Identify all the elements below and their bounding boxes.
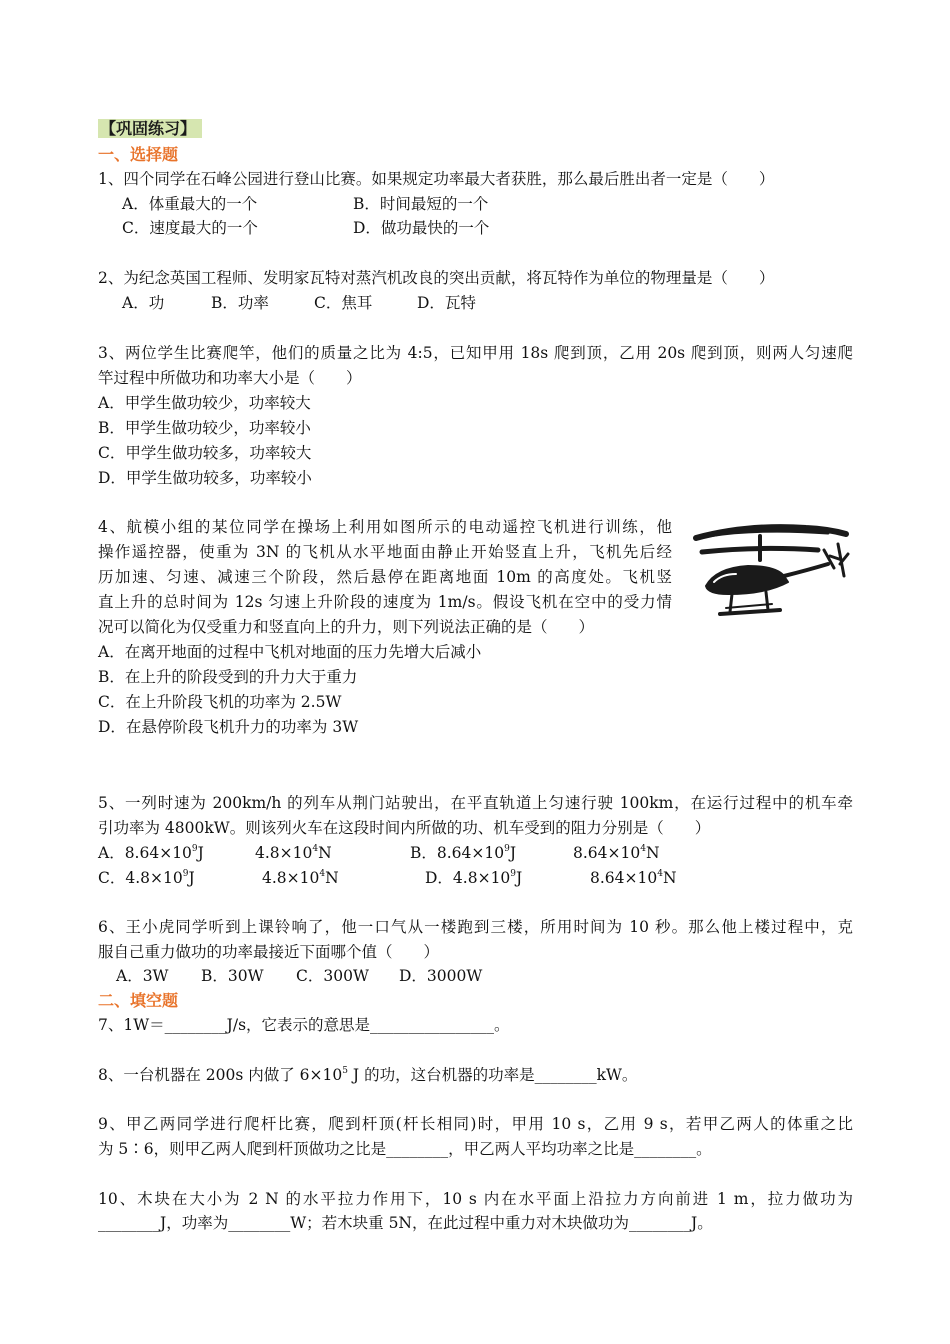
q4-option-c: C．在上升阶段飞机的功率为 2.5W <box>98 693 342 711</box>
q5-option-c-force-base: 4.8×10 <box>262 869 320 887</box>
q5-option-d-work-base: D．4.8×10 <box>425 869 511 887</box>
q5-option-d-work-unit: J <box>516 869 523 887</box>
q5-option-a-force-base: 4.8×10 <box>255 844 313 862</box>
q10-stem-line1: 10、木块在大小为 2 N 的水平拉力作用下，10 s 内在水平面上沿拉力方向前进 1 m，拉力做功为 <box>98 1190 853 1208</box>
q5-option-a-force-exp: 4 <box>312 844 319 854</box>
q5-option-a-force <box>255 843 332 863</box>
q5-option-a-work <box>98 843 204 863</box>
q5-option-c-work-unit: J <box>188 869 195 887</box>
q4-stem-line1: 4、航模小组的某位同学在操场上利用如图所示的电动遥控飞机进行训练，他 <box>98 518 672 536</box>
q6-option-a: A．3W <box>116 967 169 985</box>
q5-option-b-work <box>410 843 516 863</box>
q5-option-d-work <box>425 868 522 888</box>
q5-option-b-work-base: B．8.64×10 <box>410 844 505 862</box>
q5-stem-line2: 引功率为 4800kW。则该列火车在这段时间内所做的功、机车受到的阻力分别是（ ） <box>98 819 711 837</box>
q5-option-a-work-base: A．8.64×10 <box>98 844 192 862</box>
q5-option-c-work-base: C．4.8×10 <box>98 869 183 887</box>
q8-part1: 8、一台机器在 200s 内做了 6×10 <box>98 1066 343 1084</box>
section-fill-in-blank: 二、填空题 <box>98 991 179 1010</box>
q1-option-c: C．速度最大的一个 <box>122 219 258 237</box>
q2-option-b: B．功率 <box>211 294 269 312</box>
section-multiple-choice: 一、选择题 <box>98 145 179 164</box>
q5-option-c-work <box>98 868 195 888</box>
q2-option-d: D．瓦特 <box>417 294 476 312</box>
q1-option-d: D．做功最快的一个 <box>353 219 490 237</box>
q5-option-a-work-unit: J <box>197 844 204 862</box>
q5-option-c-force-unit: N <box>325 869 339 887</box>
q6-option-b: B．30W <box>201 967 264 985</box>
q5-option-a-work-exp: 9 <box>191 844 198 854</box>
q2-option-a: A．功 <box>122 294 165 312</box>
q5-option-d-force-base: 8.64×10 <box>590 869 658 887</box>
q3-stem-line2: 竿过程中所做功和功率大小是（ ） <box>98 369 362 387</box>
q5-option-d-force <box>590 868 677 888</box>
q5-option-c-force <box>262 868 339 888</box>
q9-stem-line2: 为 5∶6，则甲乙两人爬到杆顶做功之比是________，甲乙两人平均功率之比是________。 <box>98 1140 712 1158</box>
q4-stem-line2: 操作遥控器，使重为 3N 的飞机从水平地面由静止开始竖直上升，飞机先后经 <box>98 543 672 561</box>
q5-stem-line1: 5、一列时速为 200km/h 的列车从荆门站驶出，在平直轨道上匀速行驶 100km，在运行过程中的机车牵 <box>98 794 853 812</box>
q10-stem-line2: ________J，功率为________W；若木块重 5N，在此过程中重力对木块做功为________J。 <box>98 1214 713 1232</box>
q5-option-d-work-exp: 9 <box>510 869 517 879</box>
q2-stem: 2、为纪念英国工程师、发明家瓦特对蒸汽机改良的突出贡献，将瓦特作为单位的物理量是（ ） <box>98 269 775 287</box>
q4-option-b: B．在上升的阶段受到的升力大于重力 <box>98 668 358 686</box>
q5-option-b-force <box>573 843 660 863</box>
q4-stem-line3: 历加速、匀速、减速三个阶段，然后悬停在距离地面 10m 的高度处。飞机竖 <box>98 568 672 586</box>
helicopter-figure <box>688 516 858 644</box>
q5-option-b-force-unit: N <box>645 844 660 862</box>
practice-header <box>98 118 202 140</box>
q8-part2: J 的功，这台机器的功率是________kW。 <box>348 1066 638 1084</box>
q5-option-b-work-exp: 9 <box>504 844 510 854</box>
q5-option-b-work-unit: J <box>509 844 517 862</box>
q4-stem-line4: 直上升的总时间为 12s 匀速上升阶段的速度为 1m/s。假设飞机在空中的受力情 <box>98 593 672 611</box>
q9-stem-line1: 9、甲乙两同学进行爬杆比赛，爬到杆顶(杆长相同)时，甲用 10 s，乙用 9 s，若甲乙两人的体重之比 <box>98 1115 853 1133</box>
q5-option-d-force-exp: 4 <box>657 869 663 879</box>
q6-option-c: C．300W <box>296 967 369 985</box>
q5-option-a-force-unit: N <box>318 844 332 862</box>
q6-stem-line2: 服自己重力做功的功率最接近下面哪个值（ ） <box>98 943 440 961</box>
q1-stem: 1、四个同学在石峰公园进行登山比赛。如果规定功率最大者获胜，那么最后胜出者一定是（ ） <box>98 170 775 188</box>
q4-option-a: A．在离开地面的过程中飞机对地面的压力先增大后减小 <box>98 643 482 661</box>
q3-option-d: D．甲学生做功较多，功率较小 <box>98 469 312 487</box>
q5-option-c-work-exp: 9 <box>182 869 189 879</box>
q3-option-a: A．甲学生做功较少，功率较大 <box>98 394 311 412</box>
q5-option-c-force-exp: 4 <box>319 869 326 879</box>
q1-option-b: B．时间最短的一个 <box>353 195 489 213</box>
q1-option-a: A．体重最大的一个 <box>122 195 258 213</box>
q6-option-d: D．3000W <box>399 967 483 985</box>
q3-option-c: C．甲学生做功较多，功率较大 <box>98 444 312 462</box>
q7-stem: 7、1W＝________J/s，它表示的意思是________________。 <box>98 1016 510 1034</box>
q3-option-b: B．甲学生做功较少，功率较小 <box>98 419 311 437</box>
q8-exp: 5 <box>342 1066 348 1076</box>
q8-stem <box>98 1065 637 1085</box>
q6-stem-line1: 6、王小虎同学听到上课铃响了，他一口气从一楼跑到三楼，所用时间为 10 秒。那么他上楼过程中，克 <box>98 918 853 936</box>
q5-option-b-force-exp: 4 <box>640 844 646 854</box>
q3-stem-line1: 3、两位学生比赛爬竿，他们的质量之比为 4:5，已知甲用 18s 爬到顶，乙用 20s 爬到顶，则两人匀速爬 <box>98 344 853 362</box>
q4-option-d: D．在悬停阶段飞机升力的功率为 3W <box>98 718 359 736</box>
practice-header-label: 【巩固练习】 <box>98 119 202 138</box>
q5-option-b-force-base: 8.64×10 <box>573 844 641 862</box>
q5-option-d-force-unit: N <box>662 869 677 887</box>
q2-option-c: C．焦耳 <box>314 294 373 312</box>
q4-stem-line5: 况可以简化为仅受重力和竖直向上的升力，则下列说法正确的是（ ） <box>98 618 595 636</box>
